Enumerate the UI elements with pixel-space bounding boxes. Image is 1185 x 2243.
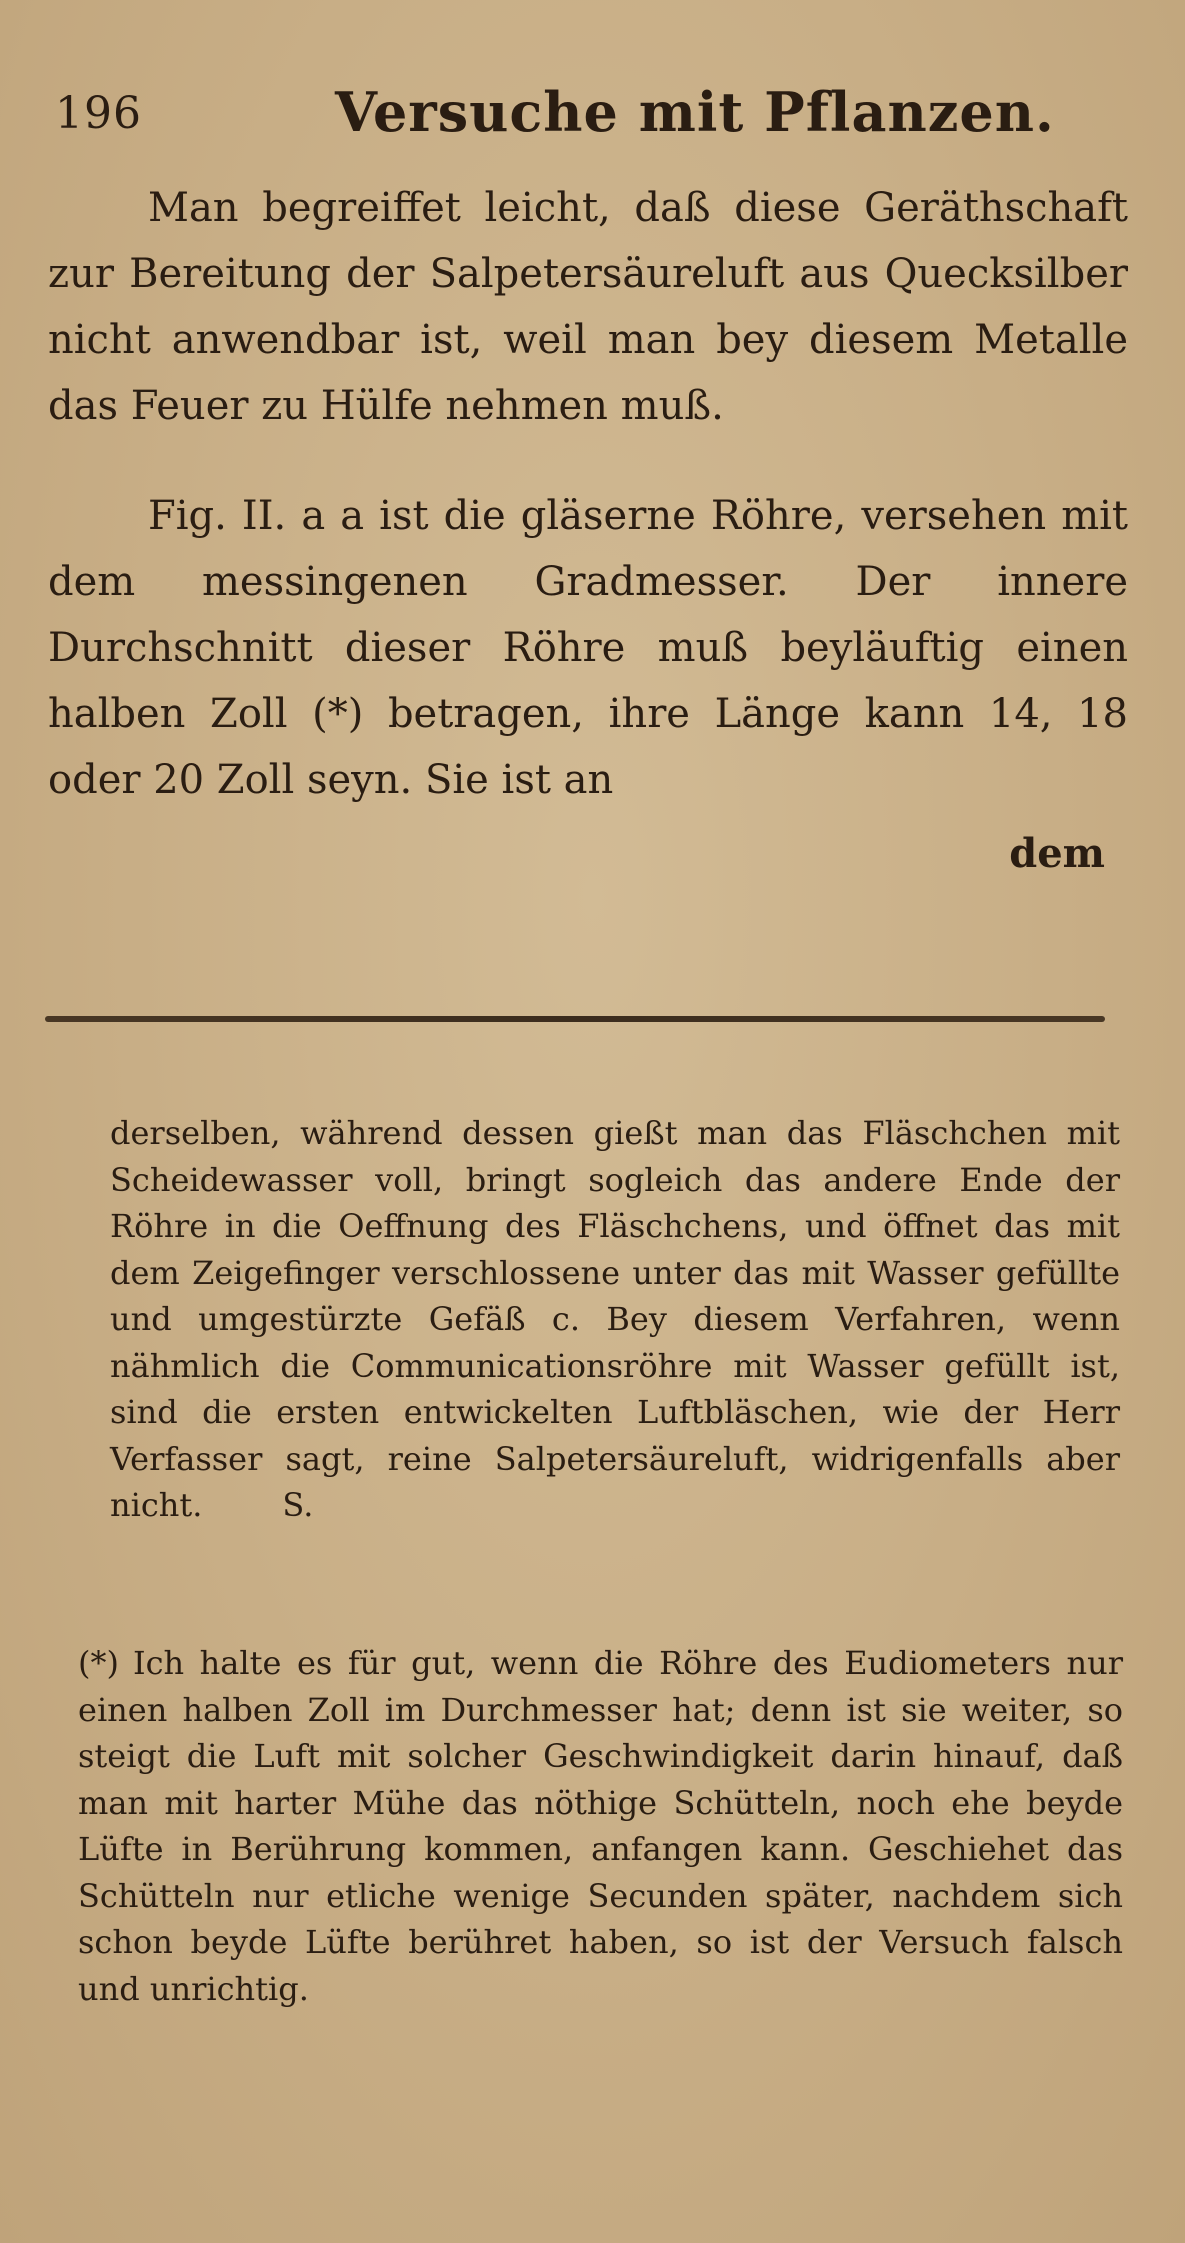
main-text — [48, 175, 1128, 813]
signature: S. — [282, 1486, 314, 1524]
footnote-text: Ich halte es für gut, wenn die Röhre des Eudiometers nur einen halben Zoll im Durchmesser hat; denn ist sie weiter, so steigt die Luft mit solcher Geschwindigkeit darin hinauf, daß man mit harter Mühe das nöthige Schütteln, noch ehe beyde Lüfte in Berührung kommen, anfangen kann. Geschiehet das Schütteln nur etliche wenige Secunden später, nachdem sich schon beyde Lüfte berühret haben, so ist der Versuch falsch und unrichtig. — [78, 1644, 1123, 2008]
footnote-marker: (*) — [78, 1644, 119, 1682]
divider-rule — [45, 1016, 1105, 1022]
catchword: dem — [1009, 830, 1105, 877]
paragraph-2: Fig. II. a a ist die gläserne Röhre, versehen mit dem messingenen Gradmesser. Der innere Durchschnitt dieser Röhre muß beyläuftig einen halben Zoll (*) betragen, ihre Länge kann 14, 18 oder 20 Zoll seyn. Sie ist an — [48, 493, 1128, 803]
page-number: 196 — [55, 88, 142, 139]
footnote-paragraph — [78, 1640, 1123, 2012]
continuation-paragraph — [110, 1110, 1120, 1529]
continuation-text: derselben, während dessen gießt man das Fläschchen mit Scheidewasser voll, bringt sogleich das andere Ende der Röhre in die Oeffnung des Fläschchens, und öffnet das mit dem Zeigefinger verschlossene unter das mit Wasser gefüllte und umgestürzte Gefäß c. Bey diesem Verfahren, wenn nähmlich die Communicationsröhre mit Wasser gefüllt ist, sind die ersten entwickelten Luftbläschen, wie der Herr Verfasser sagt, reine Salpetersäureluft, widrigenfalls aber nicht. — [110, 1114, 1120, 1524]
running-head: Versuche mit Pflanzen. — [335, 80, 1055, 144]
page-header — [55, 80, 1125, 150]
continuation-block — [110, 1110, 1120, 1529]
paragraph-1: Man begreiffet leicht, daß diese Geräthschaft zur Bereitung der Salpetersäureluft aus Quecksilber nicht anwendbar ist, weil man bey diesem Metalle das Feuer zu Hülfe nehmen muß. — [48, 185, 1128, 429]
footnote — [78, 1640, 1123, 2012]
